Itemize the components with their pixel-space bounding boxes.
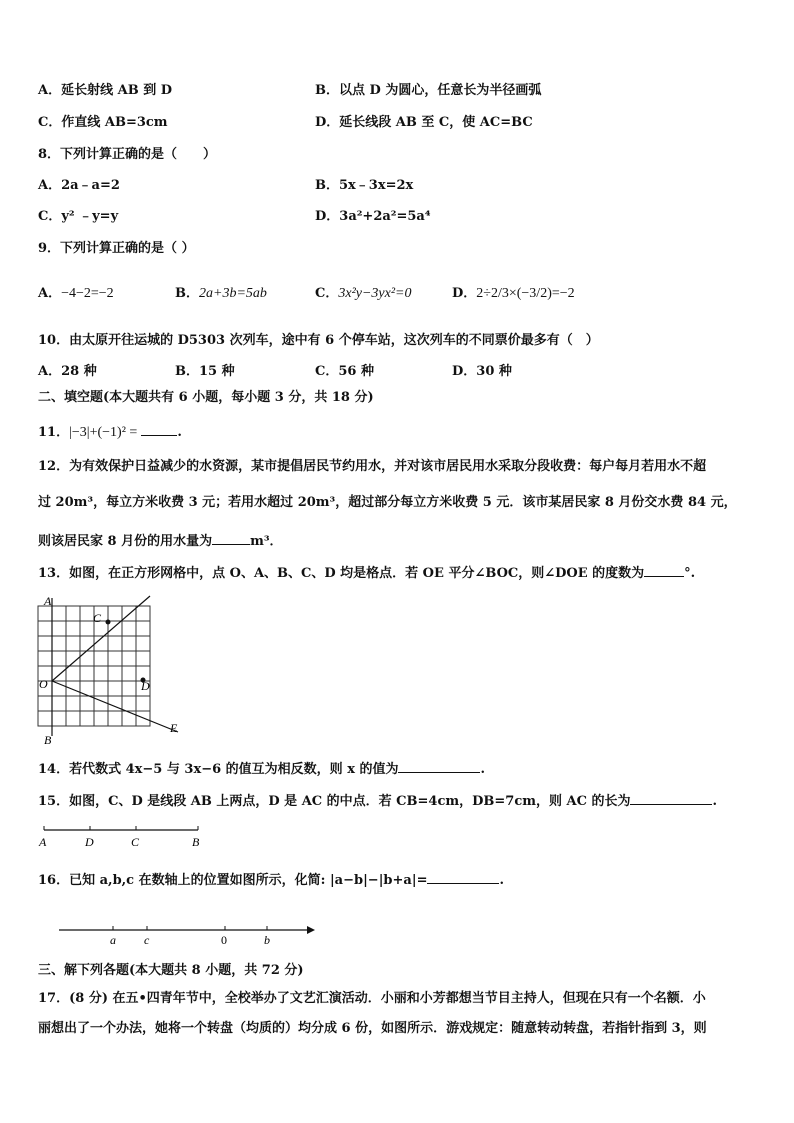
q13-label-b: B <box>44 733 52 747</box>
q9-a-expr: −4−2=−2 <box>61 286 114 301</box>
q8-stem: 8．下列计算正确的是（ ） <box>38 147 217 162</box>
q16-label-b: b <box>264 933 270 947</box>
q15-text: 15．如图，C、D 是线段 AB 上两点，D 是 AC 的中点．若 CB=4cm，DB=7cm，则 AC 的长为 <box>38 794 631 809</box>
q17-line2: 丽想出了一个办法，她将一个转盘（均质的）均分成 6 份，如图所示．游戏规定：随意转动转盘，若指针指到 3，则 <box>38 1021 707 1036</box>
q10-stem: 10．由太原开往运城的 D5303 次列车，途中有 6 个停车站，这次列车的不同票价最多有（ ） <box>38 333 599 348</box>
q10-option-a: A．28 种 <box>38 364 97 379</box>
q11 <box>38 421 182 442</box>
q13-label-o: O <box>39 677 48 691</box>
q15-label-b: B <box>192 835 200 849</box>
q16-arrow-icon <box>307 926 315 934</box>
q13-grid-figure <box>30 590 190 750</box>
q16-label-0: 0 <box>221 933 227 947</box>
q17-line1: 17．(8 分) 在五•四青年节中，全校举办了文艺汇演活动．小丽和小芳都想当节目主持人，但现在只有一个名额．小 <box>38 991 706 1006</box>
q9-option-d <box>452 285 575 303</box>
q9-b-expr: 2a+3b=5ab <box>199 286 267 301</box>
q12-answer-blank[interactable] <box>212 530 250 545</box>
q7-option-b: B．以点 D 为圆心，任意长为半径画弧 <box>315 83 542 98</box>
q7-option-d: D．延长线段 AB 至 C，使 AC=BC <box>315 115 533 130</box>
q16-number-line <box>55 920 325 950</box>
q9-option-c <box>315 285 412 303</box>
q9-option-b <box>175 285 267 303</box>
q12-line3-text: 则该居民家 8 月份的用水量为 <box>38 534 213 549</box>
q8-option-b: B．5x﹣3x=2x <box>315 178 414 193</box>
q13-text: 13．如图，在正方形网格中，点 O、A、B、C、D 均是格点．若 OE 平分∠BOC，则∠DOE 的度数为 <box>38 566 645 581</box>
q14-answer-blank[interactable] <box>398 758 480 773</box>
q12-line3-unit: m³． <box>250 534 283 549</box>
q12-line2: 过 20m³，每立方米收费 3 元；若用水超过 20m³，超过部分每立方米收费 5 元．该市某居民家 8 月份交水费 84 元， <box>38 495 737 510</box>
q14-stem <box>38 758 485 779</box>
q12-line1: 12．为有效保护日益减少的水资源，某市提倡居民节约用水，并对该市居民用水采取分段收费：每户每月若用水不超 <box>38 459 707 474</box>
q15-stem <box>38 790 717 811</box>
q7-option-a: A．延长射线 AB 到 D <box>38 83 173 98</box>
q10-option-d: D．30 种 <box>452 364 512 379</box>
q13-label-e: E <box>170 721 178 735</box>
q16-answer-blank[interactable] <box>427 869 499 884</box>
q9-b-label: B． <box>175 286 199 301</box>
q15-label-a: A <box>39 835 47 849</box>
q8-option-d: D．3a²+2a²=5a⁴ <box>315 209 431 224</box>
q13-label-a: A <box>44 594 52 608</box>
section3-heading: 三、解下列各题(本大题共 8 小题，共 72 分) <box>38 963 304 978</box>
q15-end: . <box>712 794 718 809</box>
q11-num: 11． <box>38 425 70 440</box>
q16-text: 16．已知 a,b,c 在数轴上的位置如图所示，化简: |a−b|−|b+a|= <box>38 873 428 888</box>
section2-heading: 二、填空题(本大题共有 6 小题，每小题 3 分，共 18 分) <box>38 390 374 405</box>
q15-segment-figure <box>36 820 216 850</box>
q8-option-a: A．2a﹣a=2 <box>38 178 120 193</box>
q9-d-label: D． <box>452 286 477 301</box>
q9-option-a <box>38 285 114 303</box>
q13-ray-oe <box>52 681 178 732</box>
q10-option-c: C．56 种 <box>315 364 374 379</box>
q9-stem: 9．下列计算正确的是（ ） <box>38 241 195 256</box>
q15-label-c: C <box>131 835 140 849</box>
q11-expr: |−3|+(−1)² = <box>69 425 138 440</box>
q15-label-d: D <box>85 835 94 849</box>
q7-option-c: C．作直线 AB=3cm <box>38 115 168 130</box>
q16-stem <box>38 869 504 890</box>
q10-option-b: B．15 种 <box>175 364 235 379</box>
q13-end: °. <box>684 566 696 581</box>
q14-end: . <box>480 762 485 777</box>
q9-d-expr: 2÷2/3×(−3/2)=−2 <box>476 286 575 301</box>
q8-option-c: C．y² ﹣y=y <box>38 209 119 224</box>
q15-answer-blank[interactable] <box>630 790 712 805</box>
q9-c-label: C． <box>315 286 339 301</box>
q14-text: 14．若代数式 4x−5 与 3x−6 的值互为相反数，则 x 的值为 <box>38 762 399 777</box>
q13-label-c: C <box>93 611 102 625</box>
q16-label-a: a <box>110 933 116 947</box>
q11-end: . <box>177 425 182 440</box>
q9-a-label: A． <box>38 286 62 301</box>
q13-stem <box>38 562 695 583</box>
q16-label-c: c <box>144 933 150 947</box>
q9-c-expr: 3x²y−3yx²=0 <box>338 286 412 301</box>
q13-answer-blank[interactable] <box>644 562 684 577</box>
q13-label-d: D <box>141 679 150 693</box>
q13-ray-oc <box>52 596 150 681</box>
q16-end: . <box>499 873 504 888</box>
q12-line3 <box>38 530 283 551</box>
q11-answer-blank[interactable] <box>141 421 177 436</box>
q13-point-c <box>106 620 111 625</box>
